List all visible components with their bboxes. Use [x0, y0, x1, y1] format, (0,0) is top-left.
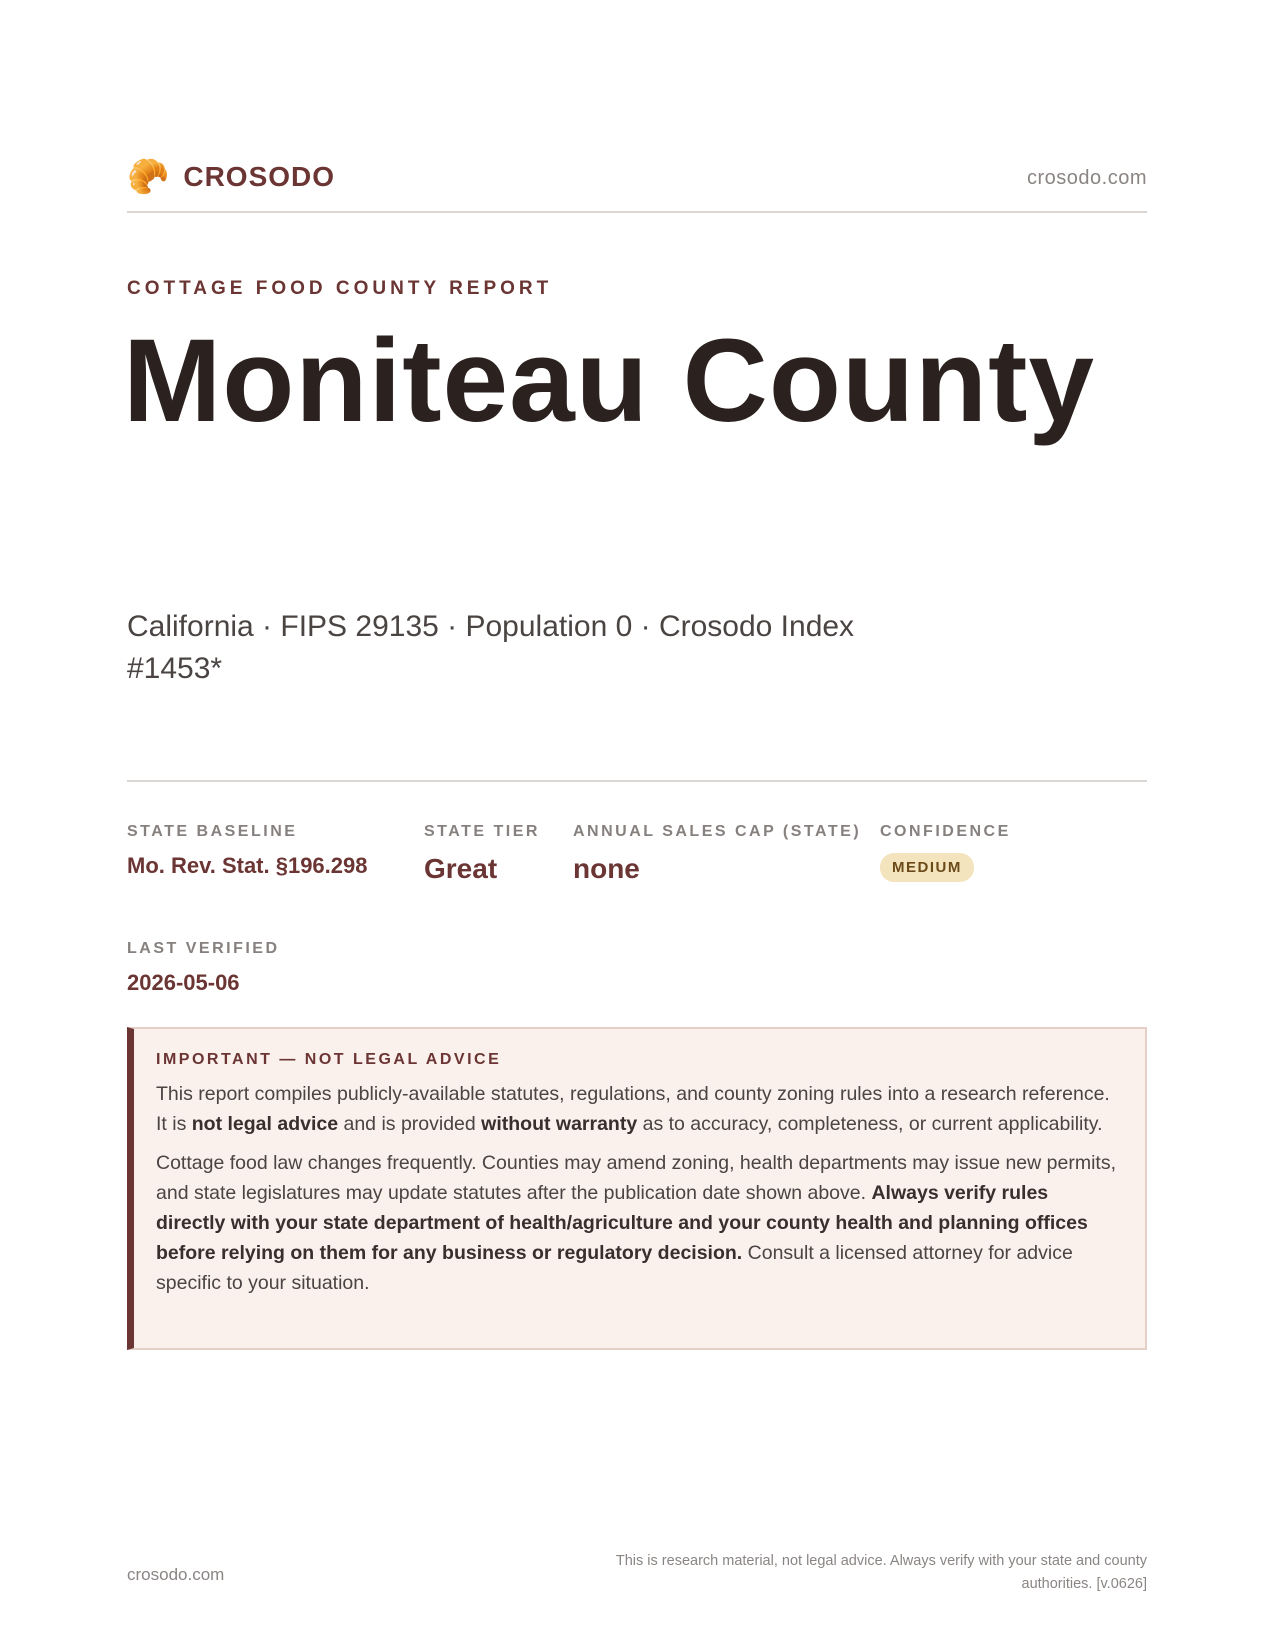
- stat-label: STATE BASELINE: [127, 823, 298, 840]
- report-page: [123, 0, 1147, 1650]
- divider: [127, 780, 1147, 782]
- notice-paragraph-1: [156, 1079, 1119, 1139]
- site-link[interactable]: crosodo.com: [1027, 167, 1147, 189]
- notice-paragraph-2: [156, 1148, 1119, 1298]
- stat-sales-cap: [573, 823, 861, 885]
- notice-text: Cottage food law changes frequently. Counties may amend zoning, health departments may issue new permits, and state legislatures may update statutes after the publication date shown above.: [156, 1152, 1116, 1204]
- brand[interactable]: [127, 160, 335, 194]
- header: [127, 155, 1147, 213]
- stat-label: CONFIDENCE: [880, 823, 1011, 840]
- stat-value: Mo. Rev. Stat. §196.298: [127, 853, 368, 878]
- stat-value: none: [573, 853, 640, 884]
- stat-label: STATE TIER: [424, 823, 540, 840]
- notice-emphasis: without warranty: [481, 1113, 638, 1135]
- stat-label: ANNUAL SALES CAP (STATE): [573, 823, 862, 840]
- stat-value: Great: [424, 853, 498, 884]
- page-title: Moniteau County: [123, 315, 1096, 447]
- notice-emphasis: not legal advice: [191, 1113, 339, 1135]
- croissant-icon: 🥐: [127, 158, 170, 196]
- confidence-badge: MEDIUM: [880, 853, 974, 882]
- footer-site-link[interactable]: crosodo.com: [127, 1565, 225, 1584]
- county-subtitle: California · FIPS 29135 · Population 0 · Crosodo Index #1453*: [127, 610, 855, 685]
- footer-disclaimer: This is research material, not legal advice. Always verify with your state and county authorities. [v.0626]: [615, 1553, 1147, 1592]
- notice-text: Consult a licensed attorney for advice specific to your situation.: [156, 1242, 1073, 1294]
- stat-state-baseline: [127, 823, 368, 879]
- report-type-label: COTTAGE FOOD COUNTY REPORT: [127, 278, 553, 299]
- stat-value: 2026-05-06: [127, 970, 240, 995]
- legal-notice: [127, 1027, 1147, 1350]
- stat-confidence: [880, 823, 1011, 882]
- stat-state-tier: [424, 823, 540, 885]
- notice-text: This report compiles publicly-available statutes, regulations, and county zoning rules into a research reference. It is: [156, 1083, 1110, 1135]
- notice-title: IMPORTANT — NOT LEGAL ADVICE: [156, 1051, 502, 1068]
- notice-emphasis: Always verify rules directly with your state department of health/agriculture and your county health and planning offices before relying on them for any business or regulatory decision.: [156, 1182, 1088, 1264]
- brand-name: CROSODO: [183, 161, 336, 192]
- stat-last-verified: [127, 940, 280, 996]
- stat-label: LAST VERIFIED: [127, 940, 280, 957]
- notice-text: and is provided: [338, 1113, 482, 1135]
- notice-text: as to accuracy, completeness, or current applicability.: [637, 1113, 1103, 1135]
